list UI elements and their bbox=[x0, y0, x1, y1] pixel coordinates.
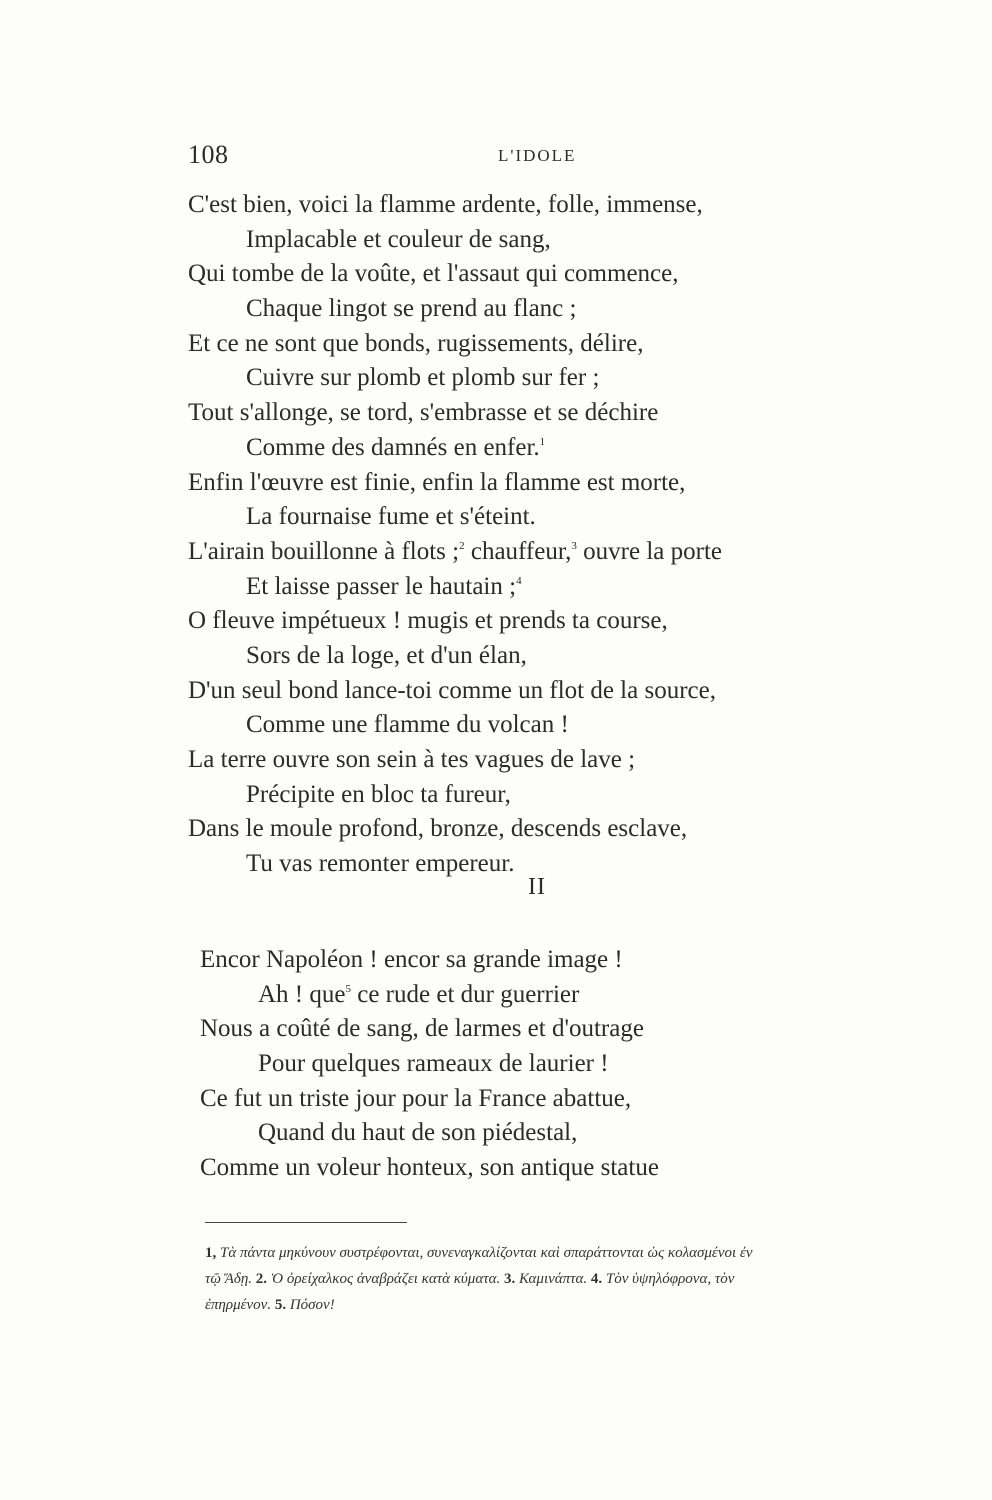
verse-text: Pour quelques rameaux de laurier ! bbox=[258, 1050, 609, 1078]
verse-text: ouvre la porte bbox=[576, 537, 723, 565]
verse-text: Chaque lingot se prend au flanc ; bbox=[246, 295, 577, 323]
verse-line bbox=[188, 292, 868, 327]
verse-line bbox=[188, 639, 868, 674]
footnote-text: Πόσον! bbox=[286, 1297, 335, 1313]
footnote-number: 5. bbox=[274, 1297, 287, 1313]
verse-line bbox=[188, 466, 868, 501]
verse-line bbox=[200, 1082, 860, 1117]
verse-text: Précipite en bloc ta fureur, bbox=[246, 780, 511, 808]
verse-text: chauffeur, bbox=[464, 537, 572, 565]
verse-line bbox=[188, 778, 868, 813]
verse-line bbox=[188, 604, 868, 639]
footnote-text: Ὁ ὀρείχαλκος ἀναβράζει κατὰ κύματα. bbox=[267, 1271, 504, 1287]
verse-text: ce rude et dur guerrier bbox=[350, 980, 580, 1008]
verse-line bbox=[188, 708, 868, 743]
poem-part-2 bbox=[200, 943, 860, 1186]
verse-text: O fleuve impétueux ! mugis et prends ta course, bbox=[188, 607, 668, 635]
footnote-text: ἐπηρμένον. bbox=[205, 1297, 275, 1313]
verse-text: La terre ouvre son sein à tes vagues de lave ; bbox=[188, 746, 636, 773]
footnotes bbox=[205, 1240, 885, 1318]
verse-text: Tu vas remonter empereur. bbox=[246, 850, 515, 878]
verse-line bbox=[188, 674, 868, 709]
verse-line bbox=[188, 812, 868, 847]
running-title: L'IDOLE bbox=[498, 146, 577, 165]
verse-line bbox=[200, 1012, 860, 1047]
verse-line bbox=[200, 943, 860, 978]
verse-line bbox=[188, 257, 868, 292]
verse-text: Sors de la loge, et d'un élan, bbox=[246, 641, 527, 669]
footnote-number: 4. bbox=[590, 1271, 603, 1287]
verse-text: Tout s'allonge, se tord, s'embrasse et se déchire bbox=[188, 399, 659, 427]
footnote-text: Καμινάπτα. bbox=[515, 1271, 591, 1287]
verse-text: D'un seul bond lance-toi comme un flot de la source, bbox=[188, 676, 716, 704]
verse-line bbox=[188, 431, 868, 466]
verse-text: Implacable et couleur de sang, bbox=[246, 225, 551, 253]
section-number: II bbox=[528, 874, 546, 900]
verse-text: Comme des damnés en enfer. bbox=[246, 433, 540, 461]
footnote-text: Τὸν ὑψηλόφρονα, τὸν bbox=[602, 1271, 735, 1287]
footnote-ref: 5 bbox=[345, 982, 351, 995]
verse-text: Qui tombe de la voûte, et l'assaut qui commence, bbox=[188, 260, 679, 288]
verse-text: Quand du haut de son piédestal, bbox=[258, 1119, 578, 1147]
footnote-ref: 3 bbox=[571, 539, 577, 552]
footnote-line bbox=[205, 1292, 885, 1318]
verse-line bbox=[188, 535, 868, 570]
verse-text: Comme une flamme du volcan ! bbox=[246, 711, 569, 739]
footnote-line bbox=[205, 1240, 885, 1266]
verse-text: Comme un voleur honteux, son antique statue bbox=[200, 1154, 659, 1182]
page-number: 108 bbox=[188, 140, 229, 169]
verse-line bbox=[188, 500, 868, 535]
verse-line bbox=[188, 223, 868, 258]
footnote-text: τῷ Ἅδῃ. bbox=[205, 1271, 256, 1287]
verse-text: La fournaise fume et s'éteint. bbox=[246, 503, 536, 531]
footnote-ref: 1 bbox=[539, 435, 546, 448]
verse-text: Enfin l'œuvre est finie, enfin la flamme est morte, bbox=[188, 468, 686, 496]
verse-line bbox=[188, 327, 868, 362]
footnote-rule bbox=[205, 1222, 407, 1223]
verse-text: Ah ! que bbox=[258, 980, 346, 1008]
verse-line bbox=[188, 570, 868, 605]
verse-line bbox=[200, 1116, 860, 1151]
verse-line bbox=[188, 743, 868, 778]
footnote-number: 2. bbox=[255, 1271, 268, 1287]
footnote-number: 1, bbox=[205, 1245, 217, 1261]
verse-line bbox=[200, 1047, 860, 1082]
footnote-ref: 2 bbox=[459, 539, 465, 552]
verse-line bbox=[188, 188, 868, 223]
verse-line bbox=[188, 361, 868, 396]
page-header bbox=[188, 140, 848, 176]
verse-line bbox=[200, 978, 860, 1013]
verse-text: Et ce ne sont que bonds, rugissements, délire, bbox=[188, 329, 644, 357]
verse-text: Dans le moule profond, bronze, descends esclave, bbox=[188, 815, 688, 843]
verse-text: C'est bien, voici la flamme ardente, folle, immense, bbox=[188, 191, 703, 218]
footnote-ref: 4 bbox=[516, 574, 522, 587]
verse-text: Nous a coûté de sang, de larmes et d'outrage bbox=[200, 1015, 644, 1043]
footnote-text: Τὰ πάντα μηκύνουν συστρέφονται, συνεναγκαλίζονται καὶ σπαράττονται ὡς κολασμένοι ἐν bbox=[216, 1245, 753, 1261]
verse-text: Ce fut un triste jour pour la France abattue, bbox=[200, 1084, 632, 1112]
footnote-number: 3. bbox=[503, 1271, 516, 1287]
verse-line bbox=[188, 396, 868, 431]
footnote-line bbox=[205, 1266, 885, 1292]
verse-text: Et laisse passer le hautain ; bbox=[246, 572, 517, 600]
verse-text: Encor Napoléon ! encor sa grande image ! bbox=[200, 946, 623, 973]
poem-part-1 bbox=[188, 188, 868, 882]
verse-text: Cuivre sur plomb et plomb sur fer ; bbox=[246, 364, 600, 392]
verse-text: L'airain bouillonne à flots ; bbox=[188, 537, 460, 565]
verse-line bbox=[200, 1151, 860, 1186]
